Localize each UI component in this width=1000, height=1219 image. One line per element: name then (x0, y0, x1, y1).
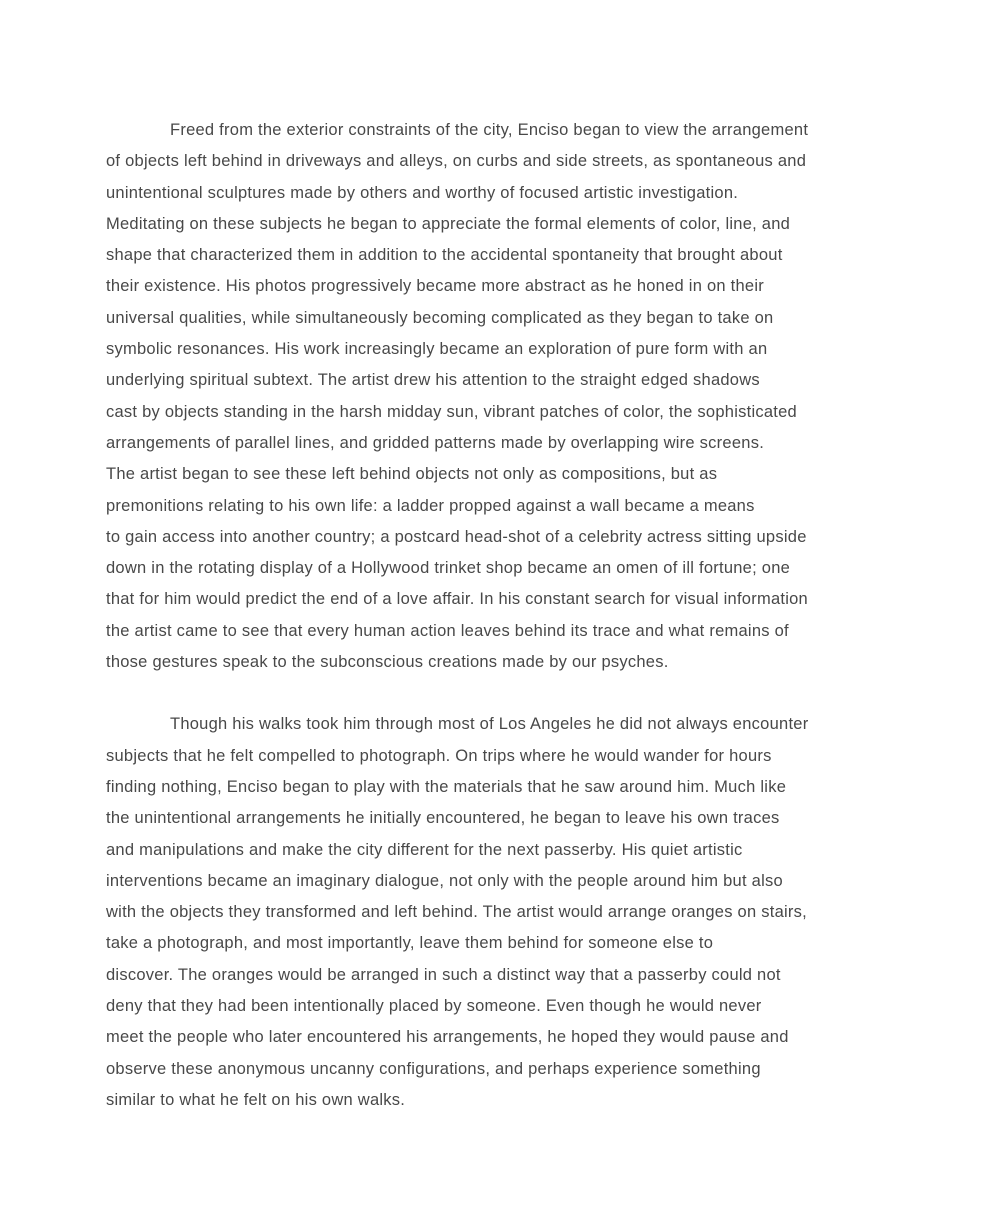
text-line: their existence. His photos progressively became more abstract as he honed in on their (106, 277, 764, 296)
text-line: Meditating on these subjects he began to appreciate the formal elements of color, line, and (106, 214, 791, 233)
text-line: meet the people who later encountered his arrangements, he hoped they would pause and (106, 1028, 789, 1047)
text-line: deny that they had been intentionally placed by someone. Even though he would never (106, 997, 762, 1016)
text-line: shape that characterized them in addition to the accidental spontaneity that brought about (106, 246, 783, 265)
text-line: Freed from the exterior constraints of the city, Enciso began to view the arrangement (170, 121, 809, 139)
text-line: symbolic resonances. His work increasingly became an exploration of pure form with an (106, 340, 768, 359)
text-line: The artist began to see these left behind objects not only as compositions, but as (106, 465, 718, 484)
text-line: take a photograph, and most importantly, leave them behind for someone else to (106, 934, 714, 953)
text-line: subjects that he felt compelled to photograph. On trips where he would wander for hours (106, 746, 772, 765)
text-line: of objects left behind in driveways and alleys, on curbs and side streets, as spontaneous and (106, 152, 807, 171)
text-line: Though his walks took him through most of Los Angeles he did not always encounter (170, 715, 809, 734)
text-line: observe these anonymous uncanny configurations, and perhaps experience something (106, 1059, 761, 1078)
text-line: underlying spiritual subtext. The artist drew his attention to the straight edged shadows (106, 371, 760, 390)
text-line: cast by objects standing in the harsh midday sun, vibrant patches of color, the sophisticated (106, 402, 797, 421)
text-line: down in the rotating display of a Hollywood trinket shop became an omen of ill fortune; one (106, 559, 791, 578)
text-line: discover. The oranges would be arranged in such a distinct way that a passerby could not (106, 965, 781, 984)
text-line: interventions became an imaginary dialogue, not only with the people around him but also (106, 871, 783, 890)
paragraph (106, 115, 894, 678)
text-line: similar to what he felt on his own walks. (106, 1090, 406, 1109)
text-line: to gain access into another country; a postcard head-shot of a celebrity actress sitting upside (106, 527, 807, 546)
text-line: finding nothing, Enciso began to play with the materials that he saw around him. Much like (106, 777, 787, 796)
text-line: that for him would predict the end of a love affair. In his constant search for visual information (106, 590, 808, 609)
text-line: the unintentional arrangements he initially encountered, he began to leave his own traces (106, 809, 780, 828)
text-line: unintentional sculptures made by others and worthy of focused artistic investigation. (106, 183, 739, 202)
text-line: universal qualities, while simultaneously becoming complicated as they began to take on (106, 308, 774, 327)
text-line: those gestures speak to the subconscious creations made by our psyches. (106, 653, 669, 672)
text-line: arrangements of parallel lines, and gridded patterns made by overlapping wire screens. (106, 433, 765, 452)
text-line: premonitions relating to his own life: a ladder propped against a wall became a means (106, 496, 755, 515)
text-line: and manipulations and make the city different for the next passerby. His quiet artistic (106, 840, 743, 859)
text-line: with the objects they transformed and left behind. The artist would arrange oranges on stairs, (106, 903, 807, 922)
paragraph (106, 709, 894, 1116)
text-line: the artist came to see that every human action leaves behind its trace and what remains of (106, 621, 789, 640)
document-text-body (106, 115, 894, 1116)
